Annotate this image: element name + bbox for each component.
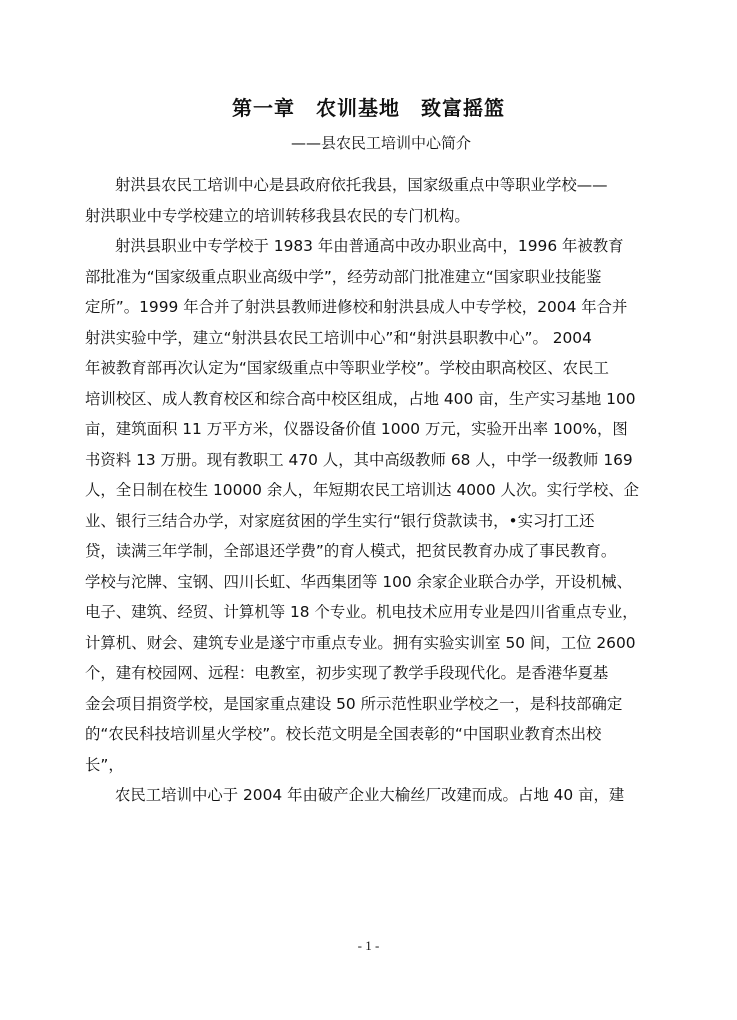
text-line: 亩，建筑面积 11 万平方米，仪器设备价值 1000 万元，实验开出率 100%，图	[85, 420, 628, 438]
text-line: 学校与沱牌、宝钢、四川长虹、华西集团等 100 余家企业联合办学，开设机械、	[85, 572, 633, 591]
text-line: 农民工培训中心于 2004 年由破产企业大榆丝厂改建而成。占地 40 亩，建	[115, 786, 625, 804]
subtitle: ——县农民工培训中心简介	[291, 134, 472, 152]
text-line: 部批准为“国家级重点职业高级中学”，经劳动部门批准建立“国家职业技能鉴	[85, 267, 602, 286]
text-line: 贷，读满三年学制，全部退还学费”的育人模式，把贫民教育办成了事民教育。	[85, 542, 617, 560]
body-text	[85, 170, 655, 811]
text-line: 计算机、财会、建筑专业是遂宁市重点专业。拥有实验实训室 50 间，工位 2600	[85, 633, 636, 652]
text-line: 射洪职业中专学校建立的培训转移我县农民的专门机构。	[85, 206, 470, 225]
page-number: - 1 -	[357, 938, 380, 953]
paragraph-school-history	[85, 231, 655, 780]
text-line: 的“农民科技培训星火学校”。校长范文明是全国表彰的“中国职业教育杰出校	[85, 725, 602, 743]
text-line: 年被教育部再次认定为“国家级重点中等职业学校”。学校由职高校区、农民工	[85, 359, 609, 377]
text-line: 书资料 13 万册。现有教职工 470 人，其中高级教师 68 人，中学一级教师 169	[85, 450, 633, 469]
text-line: 业、银行三结合办学，对家庭贫困的学生实行“银行贷款读书，•实习打工还	[85, 511, 595, 530]
text-line: 射洪县职业中专学校于 1983 年由普通高中改办职业高中，1996 年被教育	[115, 237, 624, 255]
text-line: 长”，	[85, 755, 124, 774]
text-line: 射洪实验中学，建立“射洪县农民工培训中心”和“射洪县职教中心”。 2004	[85, 328, 592, 347]
text-line: 射洪县农民工培训中心是县政府依托我县，国家级重点中等职业学校——	[115, 176, 608, 194]
text-line: 金会项目捐资学校，是国家重点建设 50 所示范性职业学校之一，是科技部确定	[85, 694, 623, 713]
text-line: 定所”。1999 年合并了射洪县教师进修校和射洪县成人中专学校，2004 年合并	[85, 298, 628, 316]
text-line: 个，建有校园网、远程：电教室，初步实现了教学手段现代化。是香港华夏基	[85, 664, 609, 682]
chapter-title: 第一章 农训基地 致富摇篮	[232, 96, 505, 120]
text-line: 人，全日制在校生 10000 余人，年短期农民工培训达 4000 人次。实行学校、企	[85, 481, 640, 499]
paragraph-intro	[85, 170, 655, 231]
paragraph-training-center	[85, 780, 655, 811]
text-line: 培训校区、成人教育校区和综合高中校区组成，占地 400 亩，生产实习基地 100	[85, 389, 636, 408]
text-line: 电子、建筑、经贸、计算机等 18 个专业。机电技术应用专业是四川省重点专业，	[85, 603, 638, 621]
